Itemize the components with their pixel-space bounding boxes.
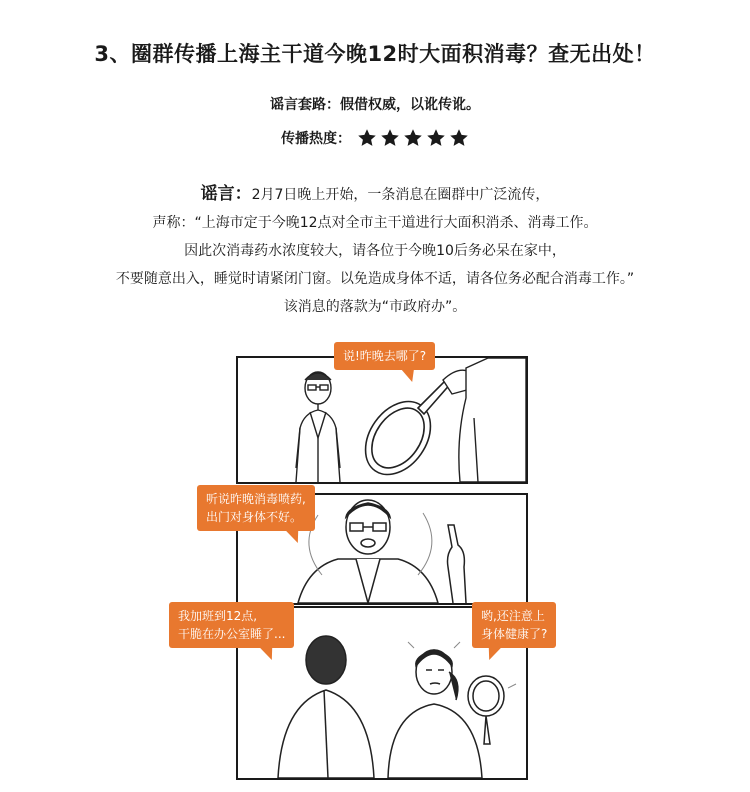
rumor-line: 该消息的落款为“市政府办”。 xyxy=(283,299,467,315)
star-icon xyxy=(380,128,400,148)
speech-bubble-text: 干脆在办公室睡了... xyxy=(178,627,286,641)
comic-panel-1-illustration xyxy=(238,358,526,482)
comic-panel-1 xyxy=(236,356,528,484)
spread-heat-stars xyxy=(357,128,469,148)
star-icon xyxy=(357,128,377,148)
speech-bubble-text: 出门对身体不好。 xyxy=(206,510,303,524)
rumor-line: 因此次消毒药水浓度较大，请各位于今晚10后务必呆在家中， xyxy=(184,243,566,259)
star-icon xyxy=(449,128,469,148)
speech-bubble-panel-1 xyxy=(334,342,435,370)
speech-bubble-text: 我加班到12点, xyxy=(178,609,258,623)
page-title: 3、圈群传播上海主干道今晚12时大面积消毒？查无出处！ xyxy=(94,42,656,66)
rumor-text-block xyxy=(0,180,750,321)
speech-bubble-panel-2 xyxy=(197,485,315,531)
rumor-routine-line xyxy=(0,94,750,114)
speech-bubble-text: 说!昨晚去哪了? xyxy=(343,349,427,363)
rumor-routine-value: 假借权威，以讹传讹。 xyxy=(340,97,480,113)
star-icon xyxy=(426,128,446,148)
rumor-heading: 谣言： xyxy=(200,184,252,204)
spread-heat-line xyxy=(0,128,750,148)
rumor-line: 2月7日晚上开始，一条消息在圈群中广泛流传， xyxy=(251,187,550,203)
speech-bubble-text: 哟,还注意上 xyxy=(481,609,545,623)
speech-bubble-text: 听说昨晚消毒喷药, xyxy=(206,492,306,506)
star-icon xyxy=(403,128,423,148)
speech-bubble-text: 身体健康了? xyxy=(481,627,548,641)
rumor-line: 不要随意出入，睡觉时请紧闭门窗。以免造成身体不适，请各位务必配合消毒工作。” xyxy=(115,271,635,287)
rumor-routine-label: 谣言套路： xyxy=(270,97,340,113)
speech-bubble-panel-3-left xyxy=(169,602,294,648)
rumor-line: 声称：“上海市定于今晚12点对全市主干道进行大面积消杀、消毒工作。 xyxy=(152,215,598,231)
speech-bubble-panel-3-right xyxy=(472,602,556,648)
spread-heat-label: 传播热度： xyxy=(281,131,351,147)
